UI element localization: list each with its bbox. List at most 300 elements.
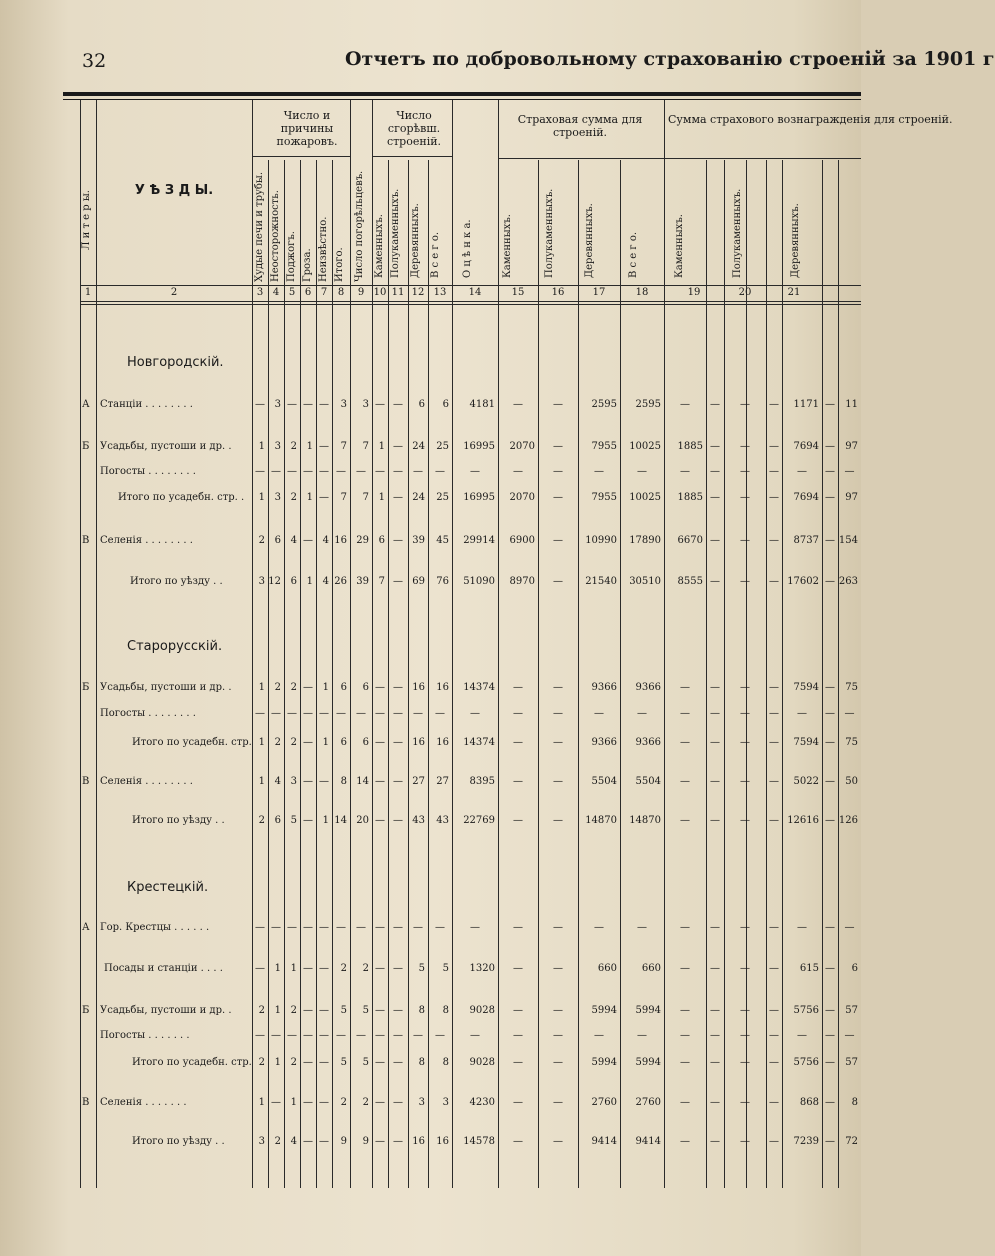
table-cell: — [356,1030,366,1041]
table-cell: — [710,737,720,748]
table-cell: — [710,682,720,693]
column-number: 15 [511,287,525,298]
table-cell: — [393,1097,403,1108]
table-cell: 660 [597,963,617,974]
table-cell: 2 [340,1097,347,1108]
table-cell: 7 [378,576,385,587]
grid-hline [372,156,452,157]
row-litera: В [82,776,90,787]
table-cell: 3 [274,492,281,503]
table-cell: — [513,1136,523,1147]
table-cell: — [319,466,329,477]
table-cell: — [825,1097,835,1108]
table-cell: — [319,922,329,933]
table-cell: — [393,682,403,693]
table-cell: — [740,399,750,410]
column-number: 4 [272,287,280,298]
table-cell: 14578 [463,1136,495,1147]
table-cell: 1 [290,1097,297,1108]
table-cell: — [413,708,423,719]
table-cell: 263 [838,576,858,587]
table-cell: — [393,708,403,719]
table-cell: 8 [418,1005,425,1016]
table-cell: — [319,399,329,410]
table-cell: — [680,466,690,477]
table-cell: — [553,963,563,974]
grid-hline [80,304,861,305]
table-cell: 6 [340,682,347,693]
table-cell: — [769,1005,779,1016]
table-cell: — [710,708,720,719]
column-number: 19 [687,287,701,298]
column-number: 2 [170,287,178,298]
table-cell: — [680,1005,690,1016]
table-cell: 7955 [591,492,617,503]
table-cell: — [255,399,265,410]
table-cell: 1 [274,1057,281,1068]
table-cell: — [375,682,385,693]
table-cell: — [271,922,281,933]
table-cell: 57 [845,1005,858,1016]
table-cell: — [825,922,835,933]
table-cell: — [825,441,835,452]
table-cell: 8395 [469,776,495,787]
row-label: Итого по уѣзду . . [132,1136,225,1147]
table-cell: 16 [412,682,425,693]
table-cell: — [680,963,690,974]
header-sum-group: Страховая сумма для строеній. [517,113,643,139]
table-cell: — [375,1136,385,1147]
table-cell: — [375,466,385,477]
table-cell: 5 [418,963,425,974]
table-cell: — [769,776,779,787]
grid-hline [252,156,350,157]
table-cell: — [319,492,329,503]
table-cell: 2 [274,1136,281,1147]
table-cell: 3 [442,1097,449,1108]
table-cell: — [470,466,480,477]
table-cell: 1 [258,682,265,693]
table-cell: — [287,1030,297,1041]
table-cell: — [375,1057,385,1068]
row-label: Посады и станціи . . . . [104,963,223,974]
table-cell: — [375,776,385,787]
table-cell: 1320 [469,963,495,974]
table-cell: 4 [290,1136,297,1147]
table-cell: — [255,922,265,933]
table-cell: 22769 [463,815,495,826]
table-cell: — [740,682,750,693]
table-cell: 2 [340,963,347,974]
row-litera: В [82,1097,90,1108]
table-cell: 1 [258,1097,265,1108]
table-cell: 75 [845,682,858,693]
column-number: 3 [256,287,264,298]
table-cell: 1 [322,815,329,826]
table-cell: 2 [258,535,265,546]
table-cell: 5 [340,1057,347,1068]
table-cell: 9028 [469,1005,495,1016]
table-cell: 14 [334,815,347,826]
row-label: Селенія . . . . . . . . [100,535,193,546]
table-cell: — [255,708,265,719]
table-cell: — [513,1030,523,1041]
table-cell: — [393,963,403,974]
row-label: Итого по уѣзду . . [130,576,223,587]
table-cell: — [769,1030,779,1041]
table-cell: 3 [274,399,281,410]
table-cell: 9028 [469,1057,495,1068]
table-cell: — [825,682,835,693]
table-cell: 3 [290,776,297,787]
table-cell: 1 [306,576,313,587]
header-col-c18: В с е г о. [628,231,639,278]
table-cell: 4 [290,535,297,546]
table-cell: 1 [378,492,385,503]
table-cell: — [255,1030,265,1041]
table-cell: — [553,776,563,787]
table-cell: — [303,708,313,719]
table-cell: 16 [334,535,347,546]
table-cell: — [710,815,720,826]
table-cell: — [680,815,690,826]
column-number: 7 [320,287,328,298]
grid-hline [498,158,664,159]
header-col-c11: Полукаменныхъ. [390,188,401,278]
column-number: 12 [411,287,425,298]
table-cell: 14374 [463,682,495,693]
table-cell: 14374 [463,737,495,748]
table-cell: — [393,1005,403,1016]
table-cell: — [319,708,329,719]
table-cell: — [319,963,329,974]
table-cell: 3 [362,399,369,410]
table-cell: 1171 [793,399,819,410]
row-litera: А [82,922,90,933]
table-cell: 2 [258,1005,265,1016]
table-cell: 72 [845,1136,858,1147]
table-cell: — [740,737,750,748]
table-cell: — [356,922,366,933]
header-col-c7: Неизвѣстно. [318,216,329,282]
table-cell: — [825,776,835,787]
table-cell: 1 [258,776,265,787]
table-cell: — [303,1005,313,1016]
table-cell: — [553,708,563,719]
table-cell: 69 [412,576,425,587]
table-cell: — [393,776,403,787]
table-cell: — [513,1097,523,1108]
grid-vline [80,100,81,1188]
table-cell: — [513,815,523,826]
column-number: 5 [288,287,296,298]
row-label: Гор. Крестцы . . . . . . [100,922,210,933]
column-number: 10 [373,287,387,298]
section-title: Новгородскій. [127,355,224,370]
table-cell: 16 [436,737,449,748]
column-number: 18 [635,287,649,298]
table-cell: 29 [356,535,369,546]
row-label: Итого по усадебн. стр. . [118,492,245,503]
table-cell: — [769,1057,779,1068]
table-cell: 6 [290,576,297,587]
table-cell: 7594 [793,682,819,693]
table-cell: 9366 [635,682,661,693]
table-cell: — [769,708,779,719]
row-label: Погосты . . . . . . . . [100,466,196,477]
table-cell: — [393,922,403,933]
table-cell: — [844,1030,855,1041]
table-cell: — [637,1030,647,1041]
column-number: 17 [592,287,606,298]
column-number: 6 [304,287,312,298]
row-litera: Б [82,441,90,452]
table-cell: 27 [412,776,425,787]
table-cell: — [393,1136,403,1147]
table-cell: 2 [290,441,297,452]
table-cell: — [637,922,647,933]
table-cell: — [825,1030,835,1041]
table-cell: — [303,1136,313,1147]
table-cell: 5994 [635,1057,661,1068]
table-cell: — [553,399,563,410]
table-cell: — [769,1097,779,1108]
table-cell: 17890 [629,535,661,546]
table-cell: — [336,1030,346,1041]
column-number: 1 [84,287,92,298]
table-cell: 1 [306,441,313,452]
table-cell: — [513,466,523,477]
header-col-c14: О ц ѣ н к а. [462,219,473,278]
table-cell: — [680,1097,690,1108]
header-reward-group: Сумма страхового вознагражденія для строеній. [668,113,953,126]
table-cell: — [710,963,720,974]
table-cell: 8555 [677,576,703,587]
table-cell: 16 [412,737,425,748]
table-cell: 12 [268,576,281,587]
table-cell: 3 [418,1097,425,1108]
table-cell: — [797,1030,807,1041]
table-cell: — [287,922,297,933]
table-cell: — [375,737,385,748]
section-title: Старорусскій. [127,639,223,654]
table-cell: 30510 [629,576,661,587]
table-cell: 1 [258,441,265,452]
table-cell: — [303,815,313,826]
table-cell: 39 [412,535,425,546]
grid-vline [498,100,499,1188]
row-litera: А [82,399,90,410]
table-cell: — [740,441,750,452]
table-cell: 2 [290,492,297,503]
grid-hline [664,158,861,159]
table-cell: — [271,466,281,477]
table-cell: 1 [322,737,329,748]
table-cell: — [740,1097,750,1108]
table-cell: — [513,1057,523,1068]
table-cell: — [740,466,750,477]
table-cell: — [769,399,779,410]
table-cell: — [680,922,690,933]
header-col-c9: Число погорѣльцевъ. [354,170,365,282]
table-cell: 1 [290,963,297,974]
table-cell: — [740,1057,750,1068]
table-cell: 1 [306,492,313,503]
table-cell: — [393,1057,403,1068]
table-cell: 7 [340,492,347,503]
page-number: 32 [82,50,107,72]
table-cell: 97 [845,492,858,503]
table-cell: — [303,466,313,477]
table-cell: — [287,708,297,719]
table-cell: — [740,1030,750,1041]
grid-vline [252,100,253,1188]
table-cell: 6 [340,737,347,748]
table-cell: — [319,1005,329,1016]
table-cell: — [710,535,720,546]
table-cell: — [710,1136,720,1147]
table-cell: — [319,1030,329,1041]
table-cell: 615 [799,963,819,974]
row-label: Итого по уѣзду . . [132,815,225,826]
table-cell: — [710,776,720,787]
table-cell: — [769,1136,779,1147]
header-col-c13: В с е г о. [430,231,441,278]
table-cell: 2595 [635,399,661,410]
table-cell: — [769,922,779,933]
header-rule [63,92,861,96]
table-cell: 9414 [635,1136,661,1147]
table-cell: 9366 [591,682,617,693]
table-cell: 16995 [463,492,495,503]
table-cell: 14 [356,776,369,787]
table-cell: 7239 [793,1136,819,1147]
table-cell: — [553,1136,563,1147]
table-cell: — [769,963,779,974]
table-cell: — [393,1030,403,1041]
table-cell: — [513,963,523,974]
table-cell: — [710,922,720,933]
table-cell: — [303,399,313,410]
table-cell: — [553,922,563,933]
table-cell: — [740,815,750,826]
table-cell: — [825,576,835,587]
table-cell: — [680,682,690,693]
table-cell: — [710,1057,720,1068]
table-cell: 2 [290,1005,297,1016]
table-cell: — [356,708,366,719]
table-cell: — [825,815,835,826]
table-cell: — [844,708,855,719]
table-cell: 2760 [591,1097,617,1108]
table-cell: — [513,682,523,693]
table-cell: 24 [412,441,425,452]
row-label: Усадьбы, пустоши и др. . [100,1005,232,1016]
table-cell: 16995 [463,441,495,452]
table-cell: — [553,682,563,693]
table-cell: — [513,737,523,748]
table-cell: 5 [362,1057,369,1068]
table-cell: 10990 [585,535,617,546]
table-cell: — [375,1097,385,1108]
table-cell: — [413,466,423,477]
table-cell: — [336,708,346,719]
page-title: Отчетъ по добровольному страхованію строеній за 1901 г [345,48,995,70]
table-cell: — [303,682,313,693]
table-cell: — [740,1005,750,1016]
table-cell: — [513,399,523,410]
table-cell: 97 [845,441,858,452]
table-cell: 8 [851,1097,858,1108]
table-cell: — [271,708,281,719]
table-cell: — [553,492,563,503]
table-cell: 868 [799,1097,819,1108]
grid-hline [80,285,861,286]
table-cell: 6900 [509,535,535,546]
table-cell: — [435,708,445,719]
row-label: Усадьбы, пустоши и др. . [100,682,232,693]
table-cell: — [303,535,313,546]
table-cell: — [375,815,385,826]
table-cell: — [271,1030,281,1041]
table-cell: 20 [356,815,369,826]
table-cell: 154 [838,535,858,546]
table-cell: — [336,922,346,933]
header-col-c10: Каменныхъ. [374,214,385,278]
table-cell: 21540 [585,576,617,587]
table-cell: — [710,576,720,587]
table-cell: — [375,708,385,719]
table-cell: — [303,1097,313,1108]
row-label: Погосты . . . . . . . . [100,708,196,719]
table-cell: — [303,1030,313,1041]
table-cell: — [740,708,750,719]
table-cell: — [255,963,265,974]
header-col-c5: Поджогъ. [286,231,297,282]
table-cell: — [769,682,779,693]
table-cell: 5994 [591,1057,617,1068]
table-cell: — [393,535,403,546]
table-cell: 4 [322,535,329,546]
table-cell: — [844,922,855,933]
table-cell: 7594 [793,737,819,748]
column-number: 21 [787,287,801,298]
table-cell: 11 [845,399,858,410]
table-cell: — [637,466,647,477]
table-cell: — [319,441,329,452]
table-cell: 39 [356,576,369,587]
header-col-c3: Худые печи и трубы. [254,171,265,282]
table-cell: 2 [362,963,369,974]
table-cell: 25 [436,492,449,503]
table-cell: 12616 [787,815,819,826]
table-cell: 1 [378,441,385,452]
table-cell: — [435,466,445,477]
table-cell: — [825,1005,835,1016]
table-cell: 8970 [509,576,535,587]
table-cell: — [769,815,779,826]
column-number: 8 [337,287,345,298]
table-cell: — [825,399,835,410]
table-cell: 29914 [463,535,495,546]
table-cell: 1885 [677,441,703,452]
column-number: 11 [391,287,405,298]
table-cell: — [393,441,403,452]
table-cell: — [375,963,385,974]
table-cell: — [513,708,523,719]
header-col-c20: Полукаменныхъ. [732,188,743,278]
table-cell: — [825,1057,835,1068]
